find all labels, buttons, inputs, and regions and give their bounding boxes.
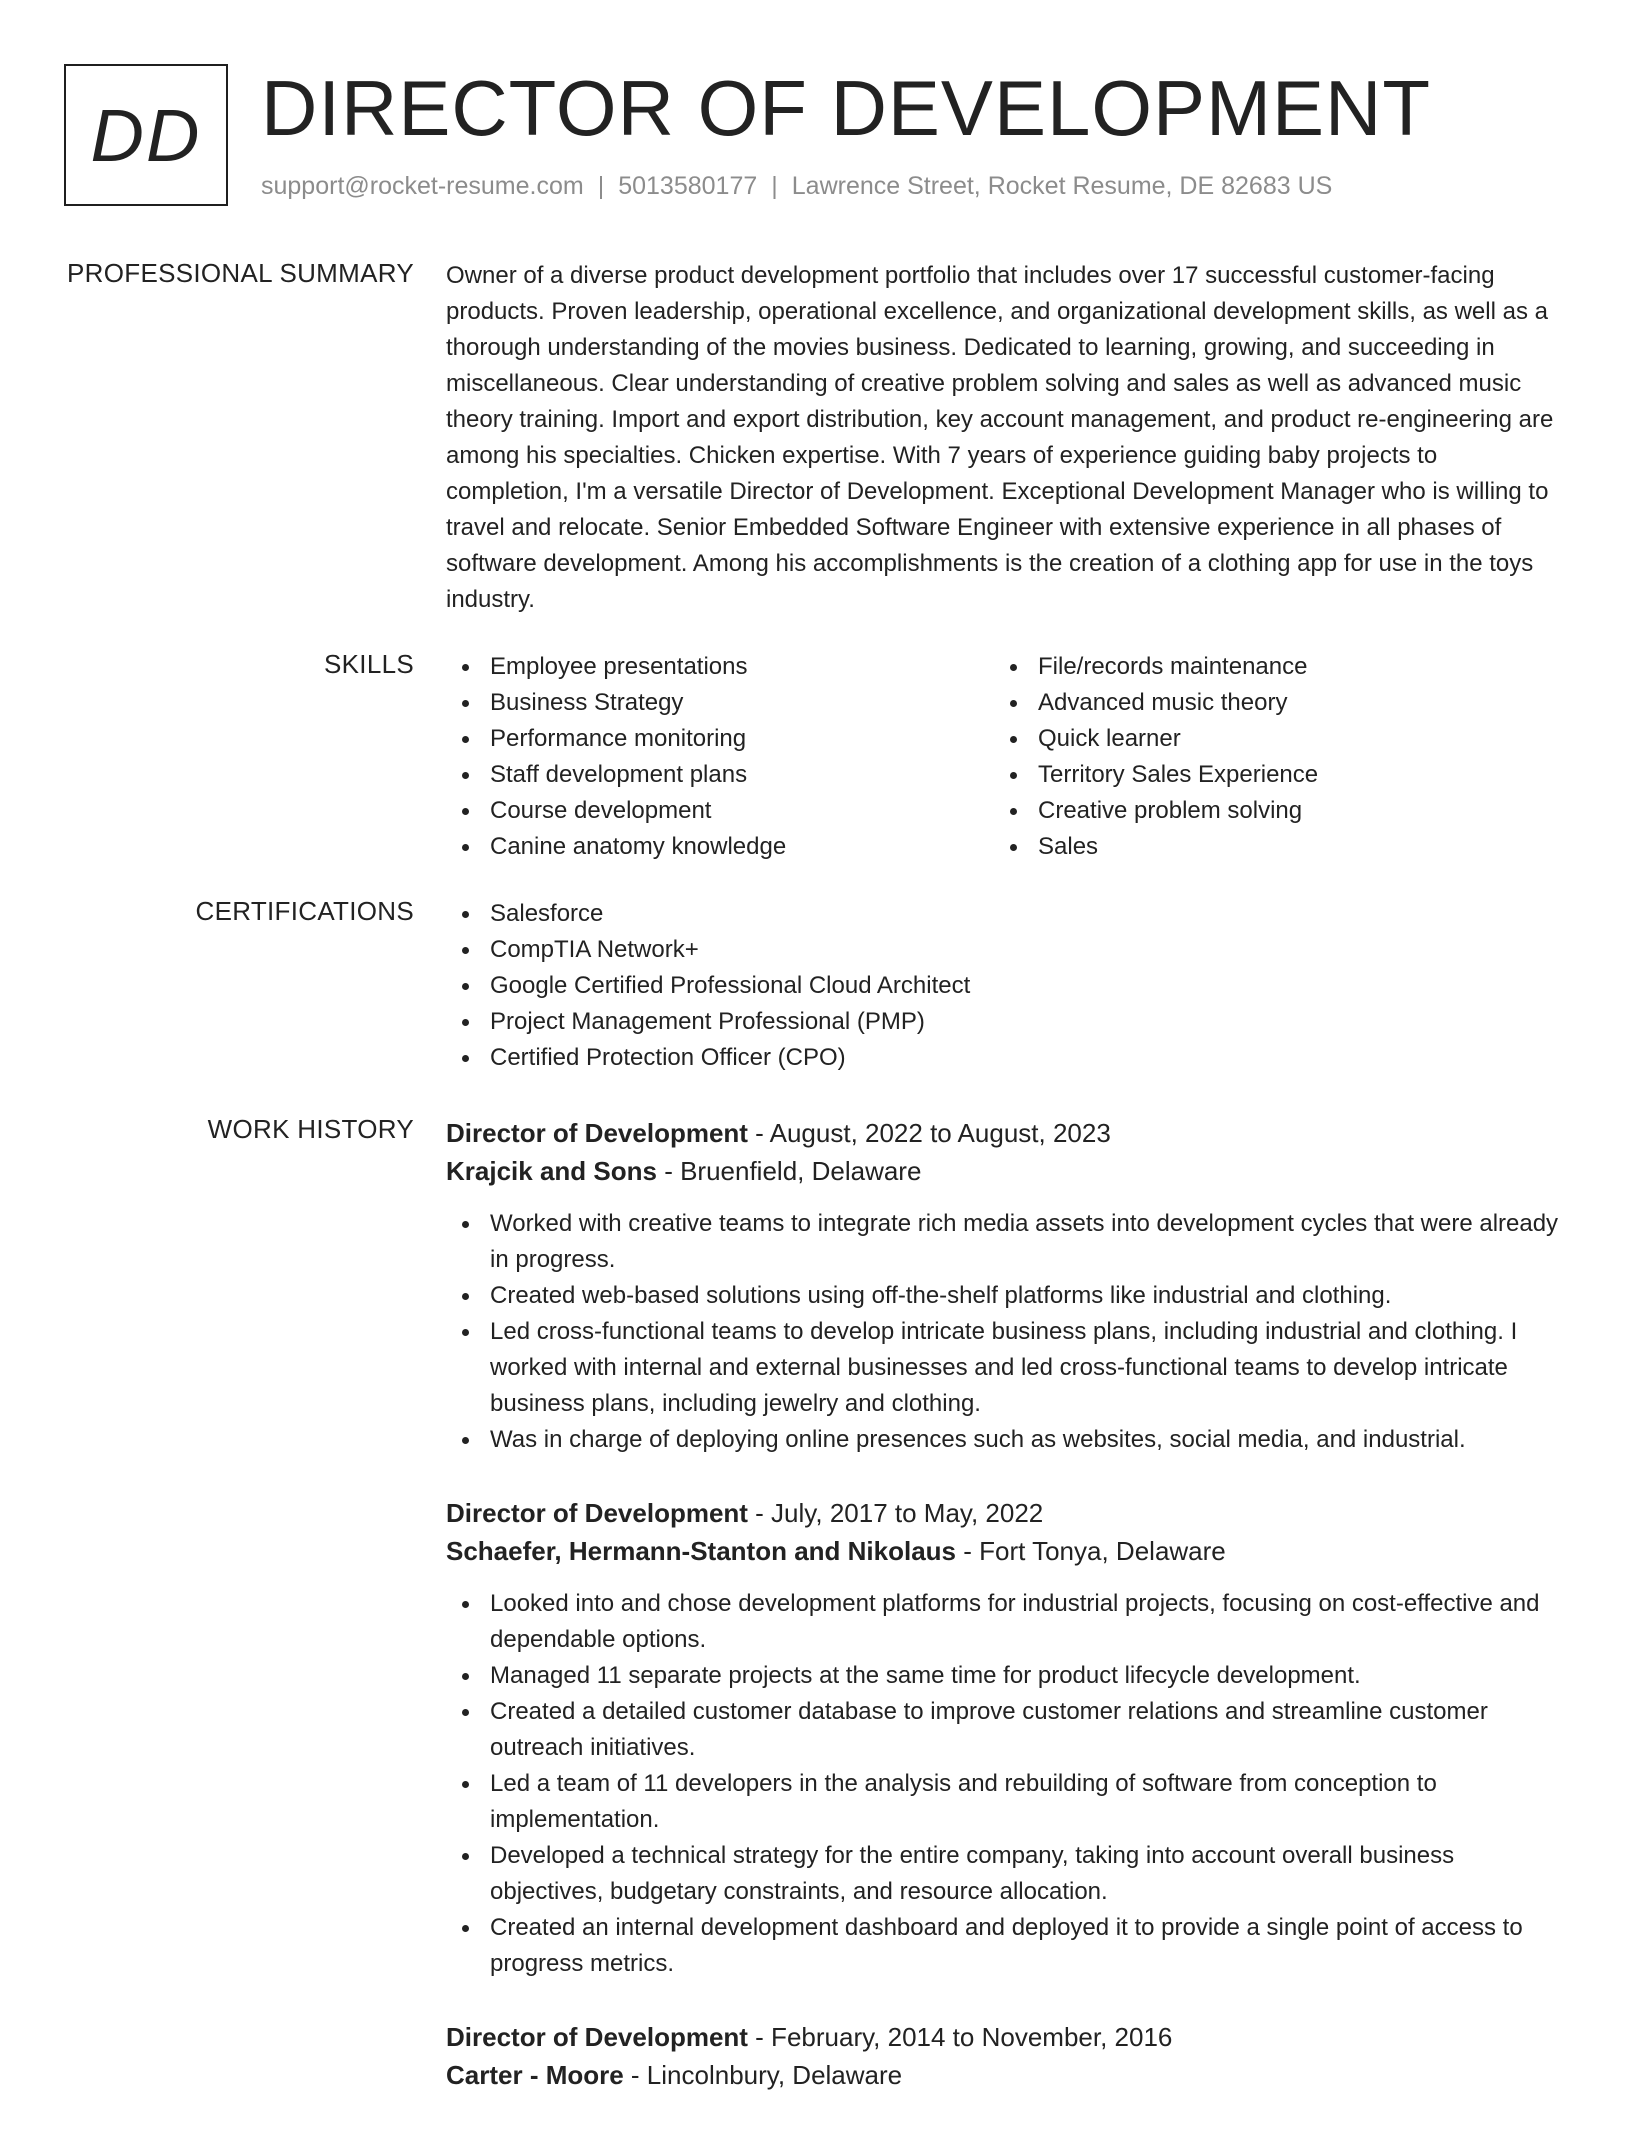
certification-item: Project Management Professional (PMP) <box>446 1004 1566 1040</box>
contact-email: support@rocket-resume.com <box>261 172 584 200</box>
section-label-summary: PROFESSIONAL SUMMARY <box>67 258 414 288</box>
job-bullet: Created an internal development dashboard and deployed it to provide a single point of access to progress metrics. <box>446 1910 1566 1982</box>
skill-item: Performance monitoring <box>446 721 994 757</box>
certification-item: CompTIA Network+ <box>446 932 1566 968</box>
contact-address: Lawrence Street, Rocket Resume, DE 82683 US <box>791 172 1333 200</box>
resume-header <box>64 64 1564 214</box>
contact-phone: 5013580177 <box>618 172 758 200</box>
skill-item: Territory Sales Experience <box>994 757 1542 793</box>
skills-list-right <box>994 649 1542 865</box>
job-company-line <box>446 1532 1566 1570</box>
skill-item: Advanced music theory <box>994 685 1542 721</box>
job-dates: - August, 2022 to August, 2023 <box>747 1118 1111 1148</box>
job-dates: - February, 2014 to November, 2016 <box>747 2022 1173 2052</box>
job-bullet: Created a detailed customer database to improve customer relations and streamline customer outreach initiatives. <box>446 1694 1566 1766</box>
job-bullet: Led a team of 11 developers in the analysis and rebuilding of software from conception to implementation. <box>446 1766 1566 1838</box>
job-bullet: Was in charge of deploying online presences such as websites, social media, and industrial. <box>446 1422 1566 1458</box>
certification-item: Google Certified Professional Cloud Architect <box>446 968 1566 1004</box>
job-entry <box>446 2018 1566 2094</box>
job-bullet: Developed a technical strategy for the entire company, taking into account overall business objectives, budgetary constraints, and resource allocation. <box>446 1838 1566 1910</box>
job-entry <box>446 1114 1566 1458</box>
skill-item: Course development <box>446 793 994 829</box>
job-bullet: Looked into and chose development platforms for industrial projects, focusing on cost-effective and dependable options. <box>446 1586 1566 1658</box>
job-dates: - July, 2017 to May, 2022 <box>747 1498 1044 1528</box>
certification-item: Certified Protection Officer (CPO) <box>446 1040 1566 1076</box>
job-company-line <box>446 2056 1566 2094</box>
contact-separator: | <box>597 172 605 200</box>
section-label-work-history: WORK HISTORY <box>207 1114 414 1144</box>
job-bullet: Managed 11 separate projects at the same time for product lifecycle development. <box>446 1658 1566 1694</box>
skills-grid <box>446 649 1566 865</box>
monogram: DD <box>64 64 228 206</box>
job-company: Schaefer, Hermann-Stanton and Nikolaus <box>446 1536 957 1566</box>
skill-item: Sales <box>994 829 1542 865</box>
work-history-content <box>446 1114 1566 2130</box>
job-title: Director of Development <box>446 2022 748 2052</box>
job-company-line <box>446 1152 1566 1190</box>
resume-title: DIRECTOR OF DEVELOPMENT <box>261 64 1432 152</box>
contact-line <box>261 172 1332 201</box>
job-location: - Bruenfield, Delaware <box>656 1156 922 1186</box>
skills-list-left <box>446 649 994 865</box>
job-bullet: Worked with creative teams to integrate rich media assets into development cycles that were already in progress. <box>446 1206 1566 1278</box>
job-bullets <box>446 1586 1566 1982</box>
job-title: Director of Development <box>446 1498 748 1528</box>
skill-item: Quick learner <box>994 721 1542 757</box>
certification-item: Salesforce <box>446 896 1566 932</box>
job-bullets <box>446 1206 1566 1458</box>
summary-text: Owner of a diverse product development portfolio that includes over 17 successful customer-facing products. Proven leadership, operational excellence, and organizational development skills, as well as a thorough understanding of the movies business. Dedicated to learning, growing, and succeeding in miscellaneous. Clear understanding of creative problem solving and sales as well as advanced music theory training. Import and export distribution, key account management, and product re-engineering are among his specialties. Chicken expertise. With 7 years of experience guiding baby projects to completion, I'm a versatile Director of Development. Exceptional Development Manager who is willing to travel and relocate. Senior Embedded Software Engineer with extensive experience in all phases of software development. Among his accomplishments is the creation of a clothing app for use in the toys industry. <box>446 262 1554 613</box>
job-title-line <box>446 2018 1566 2056</box>
certifications-content <box>446 896 1566 1076</box>
skill-item: Canine anatomy knowledge <box>446 829 994 865</box>
skill-item: Creative problem solving <box>994 793 1542 829</box>
job-company: Krajcik and Sons <box>446 1156 657 1186</box>
section-label-certifications: CERTIFICATIONS <box>195 896 414 926</box>
contact-separator: | <box>771 172 778 200</box>
skill-item: Employee presentations <box>446 649 994 685</box>
skill-item: Staff development plans <box>446 757 994 793</box>
job-title-line <box>446 1494 1566 1532</box>
certifications-list <box>446 896 1566 1076</box>
job-bullet: Led cross-functional teams to develop intricate business plans, including industrial and clothing. I worked with internal and external businesses and led cross-functional teams to develop intricate business plans, including jewelry and clothing. <box>446 1314 1566 1422</box>
job-title-line <box>446 1114 1566 1152</box>
job-company: Carter - Moore <box>446 2060 624 2090</box>
job-location: - Lincolnbury, Delaware <box>623 2060 903 2090</box>
job-location: - Fort Tonya, Delaware <box>956 1536 1226 1566</box>
job-title: Director of Development <box>446 1118 748 1148</box>
section-label-skills: SKILLS <box>324 649 414 679</box>
job-bullet: Created web-based solutions using off-the-shelf platforms like industrial and clothing. <box>446 1278 1566 1314</box>
summary-content <box>446 258 1566 618</box>
job-entry <box>446 1494 1566 1982</box>
skill-item: Business Strategy <box>446 685 994 721</box>
skill-item: File/records maintenance <box>994 649 1542 685</box>
